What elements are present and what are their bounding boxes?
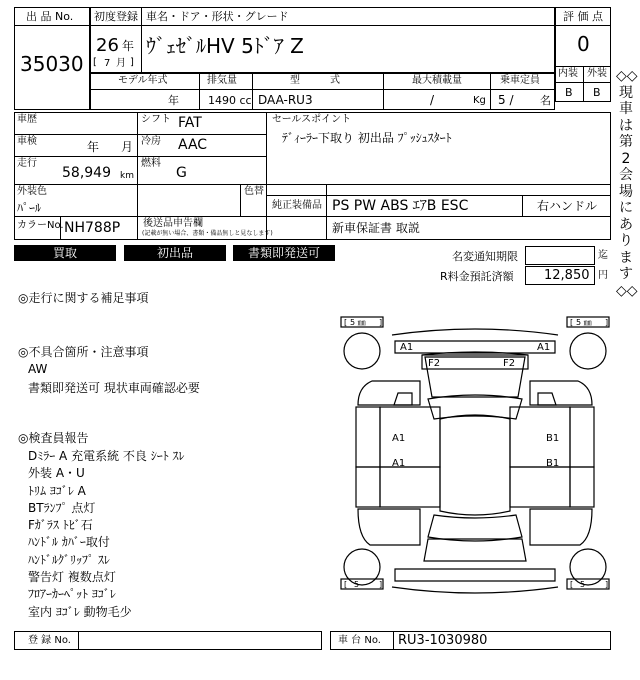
defects-list [28, 362, 200, 396]
model-year-unit: 年 [168, 94, 179, 107]
reg-year: 26 [96, 35, 119, 56]
tire-label-fr-text: 5 ㎜ [576, 318, 592, 327]
shift: FAT [178, 115, 202, 131]
inspector-line: 警告灯 複数点灯 [28, 570, 116, 585]
car-name: ｳﾞｪｾﾞﾙHV 5ﾄﾞｱ Z [146, 34, 304, 58]
capacity-unit: 名 [540, 94, 551, 107]
mark-bumper-right: A1 [537, 342, 551, 353]
name-change-box [525, 246, 595, 265]
first-reg-label: 初度登録 [94, 10, 138, 23]
year-unit: 年 [122, 39, 135, 53]
post-sale-label: 後送品申告欄 [143, 218, 203, 229]
reg-no-label: 登 録 No. [28, 635, 71, 646]
inspector-line: ﾊﾝﾄﾞﾙ ｶﾊﾞｰ取付 [28, 535, 110, 550]
car-label: 車名・ドア・形状・グレード [146, 10, 289, 23]
buy-bar: 買取 [14, 245, 116, 261]
inspection-month: 月 [121, 140, 134, 154]
mileage-label: 走行 [17, 158, 37, 169]
recycle-label: R料金預託済額 [440, 270, 514, 283]
defects-label: ◎不具合箇所・注意事項 [18, 345, 149, 359]
inspector-line: BTﾗﾝﾌﾟ 点灯 [28, 500, 96, 515]
exterior-grade: B [593, 86, 601, 99]
mark-glass-left: F2 [428, 358, 441, 369]
mark-left-rear: A1 [392, 458, 406, 469]
equipment: PS PW ABS ｴｱB ESC [332, 198, 469, 214]
displacement-label: 排気量 [207, 75, 237, 86]
exterior-label: 外装 [587, 68, 607, 79]
score: 0 [577, 32, 590, 56]
inspector-line: ﾌﾛｱｰｶｰﾍﾟｯﾄ ﾖｺﾞﾚ [28, 587, 116, 602]
max-load: / [430, 93, 435, 107]
svg-text:[: [ [570, 318, 574, 327]
type-label: 型 式 [290, 75, 340, 86]
defect-line: AW [28, 362, 48, 376]
ac-label: 冷房 [141, 136, 161, 147]
mark-glass-right: F2 [503, 358, 516, 369]
interior-label: 内装 [558, 68, 578, 79]
wheel-fr [570, 333, 606, 369]
mark-right-rear: B1 [546, 458, 560, 469]
handle: 右ハンドル [537, 199, 598, 213]
mileage-unit: km [120, 171, 134, 181]
svg-text:]: ] [605, 318, 609, 327]
svg-text:]: ] [379, 318, 383, 327]
post-sale: 新車保証書 取説 [332, 221, 420, 235]
mark-left-front: A1 [392, 433, 406, 444]
capacity: 5 / [498, 93, 514, 107]
inspector-line: ﾊﾝﾄﾞﾙｸﾞﾘｯﾌﾟ ｽﾚ [28, 552, 110, 567]
max-load-unit: Kg [473, 95, 486, 106]
svg-text:]: ] [379, 580, 383, 589]
recycle-value: 12,850 [544, 268, 590, 283]
color-no-label: カラーNo. [17, 220, 64, 231]
svg-text:[: [ [344, 580, 348, 589]
sales-point-label: セールスポイント [272, 114, 352, 125]
first-listing-bar: 初出品 [124, 245, 226, 261]
wheel-fl [344, 333, 380, 369]
chassis-no: RU3-1030980 [398, 633, 488, 648]
name-change-unit: 迄 [598, 250, 608, 261]
interior-grade: B [565, 86, 573, 99]
color-no: NH788P [64, 220, 121, 236]
capacity-label: 乗車定員 [500, 75, 540, 86]
tire-box-rl [341, 579, 383, 589]
driving-label: ◎走行に関する補足事項 [18, 291, 149, 305]
fuel-label: 燃料 [141, 158, 161, 169]
inspector-list [28, 447, 185, 620]
mark-bumper-left: A1 [400, 342, 414, 353]
reg-month: 7 [104, 58, 111, 69]
inspection-label: 車検 [17, 136, 37, 147]
side-note: ◇◇現車は第2会場にあります◇◇ [616, 68, 638, 299]
tire-label-fl: [ [344, 318, 348, 327]
equipment-label: 純正装備品 [272, 200, 322, 211]
inspection-year: 年 [87, 140, 100, 154]
inspector-line: ﾄﾘﾑ ﾖｺﾞﾚ A [28, 483, 86, 498]
tire-label-rl-text: 5 [354, 580, 360, 589]
ext-color: ﾊﾟｰﾙ [17, 201, 42, 215]
tire-box-rr [567, 579, 609, 589]
tire-label-fl-text: 5 ㎜ [350, 318, 366, 327]
inspector-line: 室内 ﾖｺﾞﾚ 動物毛少 [28, 604, 132, 619]
month-unit: 月 [116, 58, 126, 69]
car-diagram [340, 315, 612, 630]
chassis-label: 車 台 No. [338, 635, 381, 646]
model-year-label: モデル年式 [118, 75, 168, 86]
svg-text:]: ] [605, 580, 609, 589]
max-load-label: 最大積載量 [412, 75, 462, 86]
displacement: 1490 cc [208, 94, 252, 107]
fuel: G [176, 165, 187, 181]
sales-point: ﾃﾞｨｰﾗｰ下取り 初出品 ﾌﾟｯｼｭｽﾀｰﾄ [282, 131, 452, 145]
inspector-label: ◎検査員報告 [18, 431, 89, 445]
history-label: 車歴 [17, 114, 37, 125]
ext-color-label: 外装色 [17, 186, 47, 197]
tire-label-rr-text: 5 [580, 580, 586, 589]
mark-right-front: B1 [546, 433, 560, 444]
defect-line: 書類即発送可 現状車両確認必要 [28, 381, 200, 395]
shift-label: シフト [141, 114, 171, 125]
inspector-line: Dﾐﾗｰ A 充電系統 不良 ｼｰﾄ ｽﾚ [28, 449, 185, 463]
docs-immediate-bar: 書類即発送可 [233, 245, 335, 261]
score-label: 評 価 点 [563, 10, 603, 23]
name-change-label: 名変通知期限 [452, 250, 518, 263]
model-type: DAA-RU3 [258, 93, 313, 107]
ac: AAC [178, 137, 208, 153]
inspector-line: Fｶﾞﾗｽ ﾄﾋﾞ石 [28, 518, 93, 533]
svg-text:[: [ [570, 580, 574, 589]
mileage: 58,949 [62, 165, 111, 181]
inspector-line: 外装 A・U [28, 466, 85, 481]
post-sale-note: (記載が無い場合、書類・備品無しと見なします) [142, 230, 273, 237]
recycle-unit: 円 [598, 270, 608, 281]
lot-no: 35030 [20, 52, 84, 76]
recolor-label: 色替 [244, 186, 264, 197]
lot-no-label: 出 品 No. [26, 10, 74, 23]
